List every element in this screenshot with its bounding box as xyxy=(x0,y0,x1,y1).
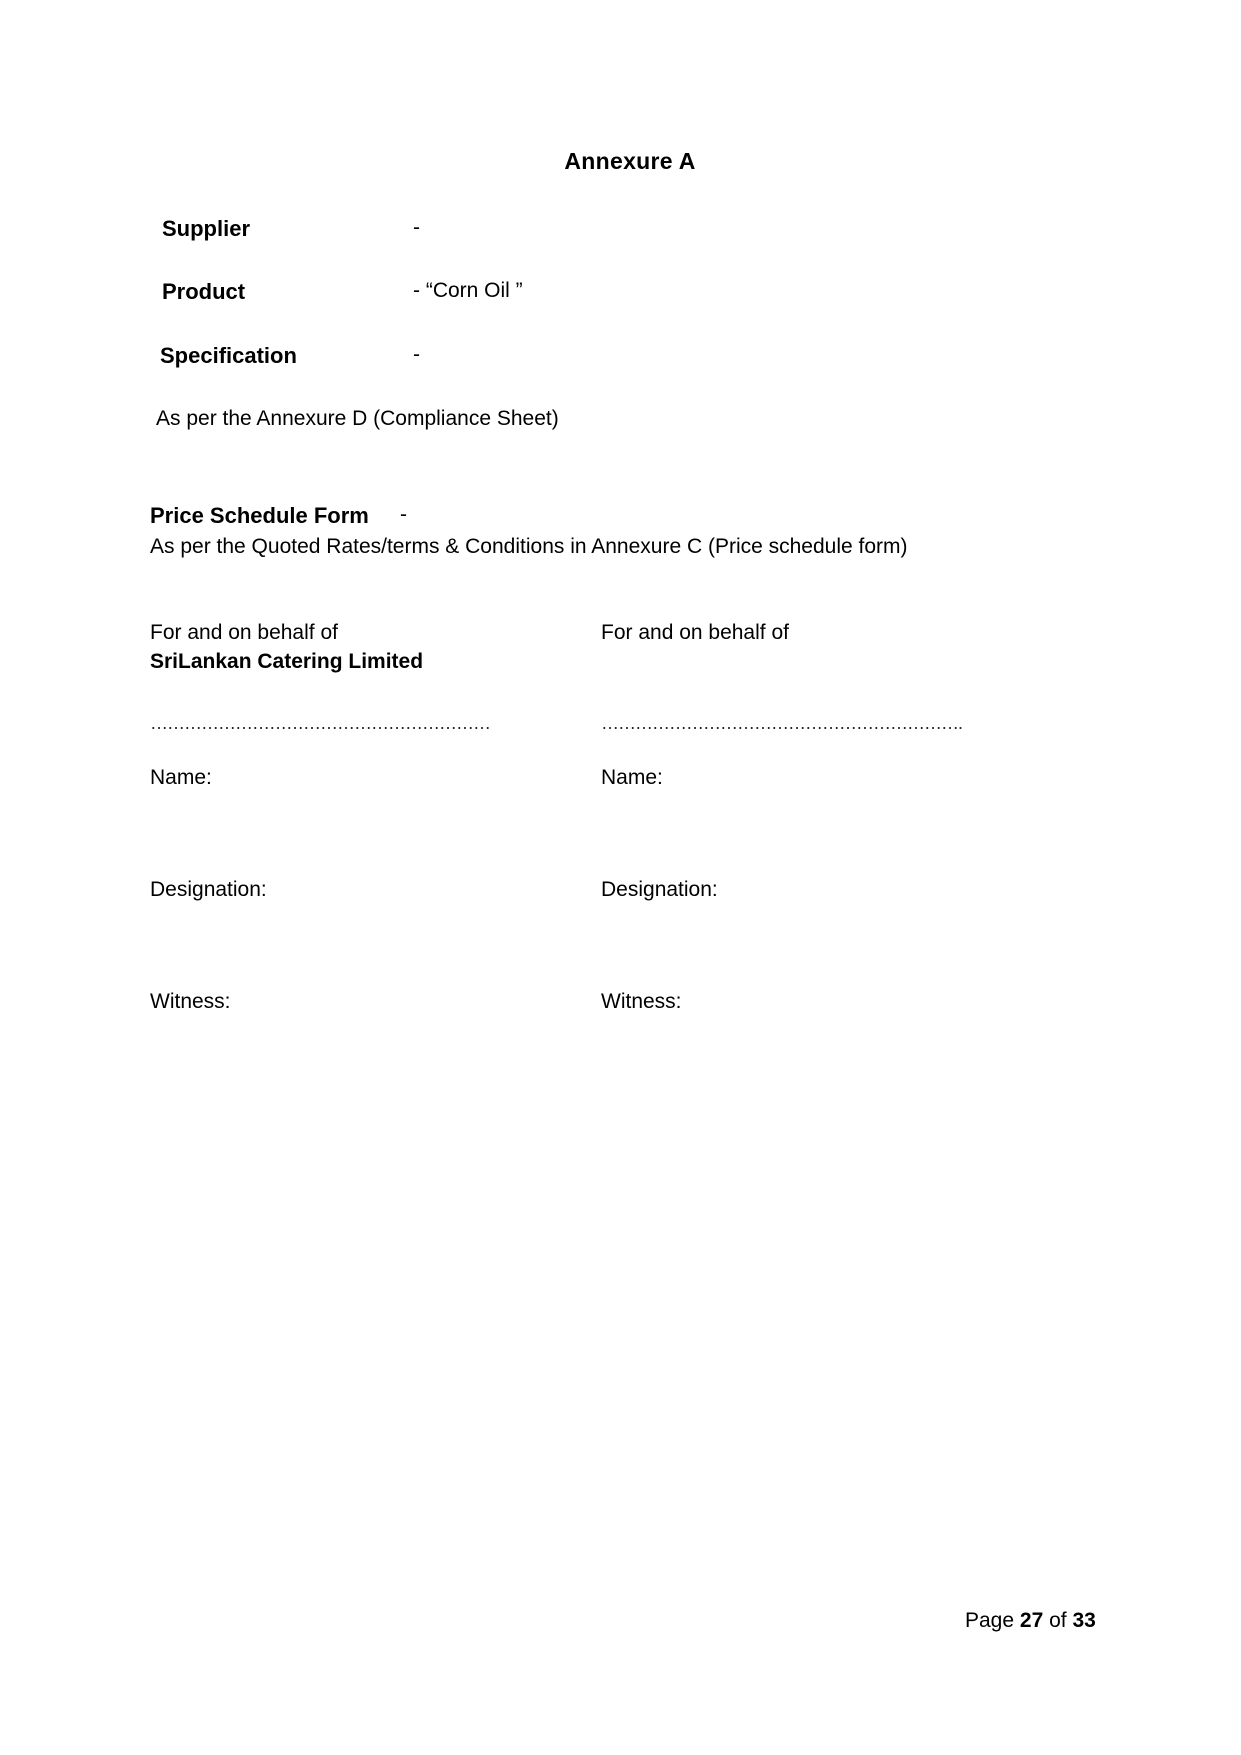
product-label: Product xyxy=(162,279,246,304)
supplier-value: - xyxy=(413,216,420,239)
page-total: 33 xyxy=(1072,1609,1096,1632)
left-designation-label: Designation: xyxy=(150,878,267,901)
right-witness-label: Witness: xyxy=(601,990,682,1013)
left-signature-line: …………………………………………………… xyxy=(150,713,490,733)
right-signature-line: ………………………………………………………. xyxy=(601,713,963,733)
page-number xyxy=(965,1609,1096,1633)
left-name-label: Name: xyxy=(150,766,212,789)
right-designation-label: Designation: xyxy=(601,878,718,901)
specification-label: Specification xyxy=(160,343,297,368)
left-behalf-text: For and on behalf of xyxy=(150,621,338,644)
page-title: Annexure A xyxy=(564,148,696,174)
page-of: of xyxy=(1049,1609,1067,1632)
right-behalf-text: For and on behalf of xyxy=(601,621,789,644)
product-value: - “Corn Oil ” xyxy=(413,279,523,302)
specification-note: As per the Annexure D (Compliance Sheet) xyxy=(156,407,559,430)
supplier-label: Supplier xyxy=(162,216,251,241)
right-name-label: Name: xyxy=(601,766,663,789)
price-schedule-dash: - xyxy=(400,503,407,526)
left-witness-label: Witness: xyxy=(150,990,231,1013)
price-schedule-note: As per the Quoted Rates/terms & Conditions in Annexure C (Price schedule form) xyxy=(150,535,908,558)
page-current: 27 xyxy=(1019,1609,1044,1632)
page-prefix: Page xyxy=(965,1609,1015,1632)
price-schedule-label: Price Schedule Form xyxy=(150,503,369,528)
left-company-name: SriLankan Catering Limited xyxy=(150,650,424,673)
specification-value: - xyxy=(413,343,420,366)
